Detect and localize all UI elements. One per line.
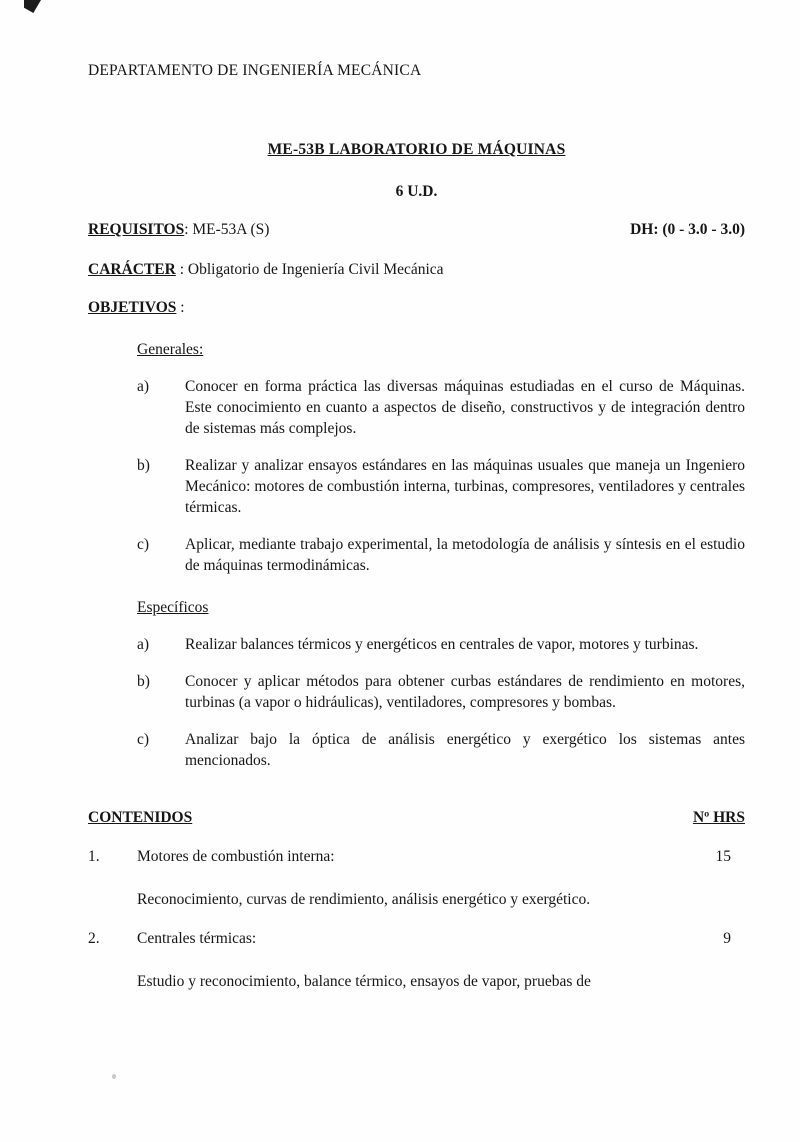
generales-label: Generales: [137, 341, 204, 358]
objetivos-colon: : [176, 299, 185, 316]
course-title: ME-53B LABORATORIO DE MÁQUINAS [267, 141, 566, 158]
objective-item-generales-c [137, 534, 745, 576]
dh-value: DH: (0 - 3.0 - 3.0) [630, 221, 745, 238]
scan-speck [112, 1074, 116, 1079]
requisitos-label: REQUISITOS [88, 221, 185, 238]
department-header: DEPARTAMENTO DE INGENIERÍA MECÁNICA [88, 62, 422, 79]
contenidos-heading-row [88, 807, 745, 828]
objective-letter: b) [137, 673, 150, 690]
requisitos-value: : ME-53A (S) [184, 221, 270, 238]
objective-letter: b) [137, 457, 150, 474]
objective-text: Realizar balances térmicos y energéticos en centrales de vapor, motores y turbinas. [185, 636, 699, 653]
objective-letter: c) [137, 731, 150, 748]
objetivos-label: OBJETIVOS [88, 299, 177, 316]
requisitos-row [88, 219, 745, 240]
content-number: 2. [88, 930, 100, 947]
content-hours: 15 [715, 848, 731, 865]
content-description-2: Estudio y reconocimiento, balance térmico, ensayos de vapor, pruebas de [137, 973, 591, 990]
course-units: 6 U.D. [395, 183, 438, 200]
hrs-label: Nº HRS [692, 809, 745, 826]
especificos-label: Específicos [137, 599, 209, 616]
objetivos-heading [88, 297, 745, 318]
content-number: 1. [88, 848, 100, 865]
objective-text: Conocer y aplicar métodos para obtener curbas estándares de rendimiento en motores, turbinas (a vapor o hidráulicas), ventiladores, compresores y bombas. [185, 673, 745, 711]
content-title: Centrales térmicas: [137, 930, 257, 947]
content-title: Motores de combustión interna: [137, 848, 335, 865]
content-hours: 9 [723, 930, 731, 947]
objective-letter: a) [137, 378, 150, 395]
caracter-row [88, 259, 745, 280]
requisitos [88, 219, 269, 240]
objective-item-generales-a [137, 376, 745, 439]
contenidos-label: CONTENIDOS [88, 809, 193, 826]
objective-text: Realizar y analizar ensayos estándares en las máquinas usuales que maneja un Ingeniero Mecánico: motores de combustión interna, turbinas, compresores, ventiladores y centrales térmicas. [185, 457, 745, 516]
objective-item-generales-b [137, 455, 745, 518]
objective-text: Conocer en forma práctica las diversas máquinas estudiadas en el curso de Máquinas. Este conocimiento en cuanto a aspectos de diseño, constructivos y de integración dentro de sistemas más complejos. [185, 378, 745, 437]
scan-artifact [24, 0, 41, 13]
objective-letter: a) [137, 636, 150, 653]
objective-item-especificos-b [137, 671, 745, 713]
content-item-2 [88, 928, 745, 949]
caracter-label: CARÁCTER [88, 261, 176, 278]
content-item-1 [88, 846, 745, 867]
content-description-1: Reconocimiento, curvas de rendimiento, análisis energético y exergético. [137, 891, 591, 908]
caracter-value: : Obligatorio de Ingeniería Civil Mecánica [175, 261, 444, 278]
objective-text: Aplicar, mediante trabajo experimental, la metodología de análisis y síntesis en el estudio de máquinas termodinámicas. [185, 536, 745, 574]
objective-item-especificos-c [137, 729, 745, 771]
objective-item-especificos-a [137, 634, 745, 655]
objective-letter: c) [137, 536, 150, 553]
objective-text: Analizar bajo la óptica de análisis energético y exergético los sistemas antes mencionados. [185, 731, 745, 769]
